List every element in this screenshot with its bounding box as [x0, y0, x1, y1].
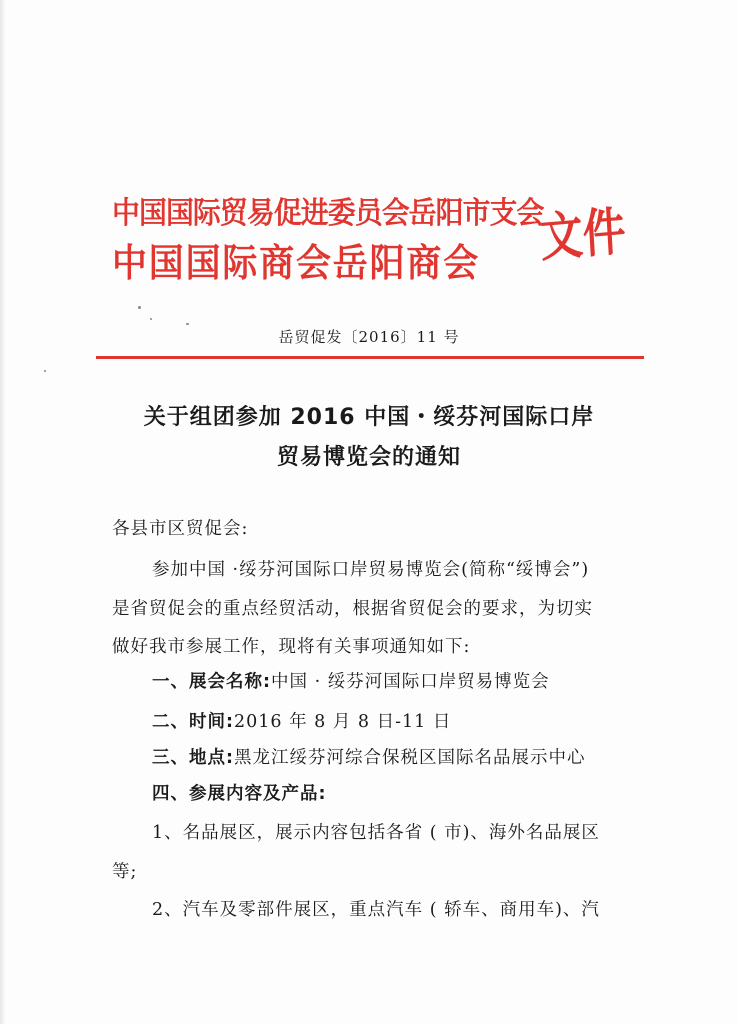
document-number: 岳贸促发〔2016〕11 号 [278, 328, 460, 346]
red-divider-line [96, 356, 644, 359]
scan-speck [150, 318, 152, 320]
item-value: 中国 · 绥芬河国际口岸贸易博览会 [271, 672, 550, 692]
org-name-line-1: 中国国际贸易促进委员会岳阳市支会 [112, 196, 544, 231]
doc-type-label: 文件 [538, 201, 628, 269]
scan-speck [138, 306, 141, 309]
salutation: 各县市区贸促会: [112, 519, 249, 539]
item-label: 四、参展内容及产品: [152, 784, 327, 804]
item-value: 黑龙江绥芬河综合保税区国际名品展示中心 [234, 748, 586, 768]
list-item-1-line-1: 1、名品展区，展示内容包括各省 ( 市)、海外名品展区 [152, 823, 600, 843]
scan-speck [186, 323, 189, 325]
scan-edge-shadow [0, 0, 6, 1024]
notice-title-line-1: 关于组团参加 2016 中国・绥芬河国际口岸 [143, 405, 595, 430]
intro-line-3: 做好我市参展工作，现将有关事项通知如下: [112, 637, 471, 657]
item-content-products [152, 780, 327, 805]
item-label: 二、时间: [152, 712, 234, 732]
item-exhibition-name [152, 668, 550, 693]
intro-line-1: 参加中国 ·绥芬河国际口岸贸易博览会(简称“绥博会”) [152, 560, 590, 580]
list-item-1-line-2: 等; [112, 862, 138, 882]
item-time [152, 708, 451, 733]
scan-speck [44, 370, 46, 372]
red-header [112, 178, 632, 290]
org-name-line-2: 中国国际商会岳阳商会 [112, 241, 481, 285]
item-value: 2016 年 8 月 8 日-11 日 [234, 712, 452, 732]
item-location [152, 744, 586, 769]
item-label: 三、地点: [152, 748, 234, 768]
item-label: 一、展会名称: [152, 672, 271, 692]
intro-line-2: 是省贸促会的重点经贸活动，根据省贸促会的要求，为切实 [112, 599, 593, 619]
list-item-2-line-1: 2、汽车及零部件展区，重点汽车 ( 轿车、商用车)、汽 [152, 900, 600, 920]
notice-title-line-2: 贸易博览会的通知 [276, 445, 461, 470]
